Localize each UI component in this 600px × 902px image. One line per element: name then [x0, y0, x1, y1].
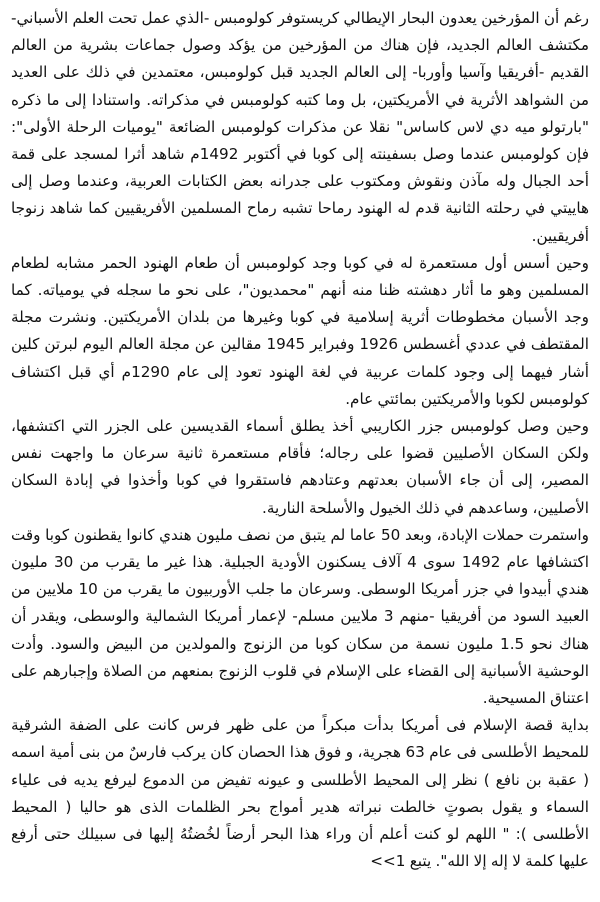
paragraph-colombus-intro: رغم أن المؤرخين يعدون البحار الإيطالي كريستوفر كولومبس -الذي عمل تحت العلم الأسباني- مكتشف العالم الجديد، فإن هناك من المؤرخين من يؤكد وصول جماعات بشرية من العالم القديم -أفريقيا وآسيا وأوربا- إلى العالم الجديد قبل كولومبس، معتمدين في ذلك على العديد من الشواهد الأثرية في الأمريكتين، بل وما كتبه كولومبس في مذكراته. واستنادا إلى ما ذكره "بارتولو ميه دي لاس كاساس" نقلا عن مذكرات كولومبس الضائعة "يوميات الرحلة الأولى": فإن كولومبس عندما وصل بسفينته إلى كوبا في أكتوبر 1492م شاهد أثرا لمسجد على قمة أحد الجبال وله مآذن ونقوش ومكتوب على جدرانه بعض الكتابات العربية، وعندما وصل إلى هاييتي في رحلته الثانية قدم له الهنود رماحا تشبه رماح المسلمين الأفريقيين كما شاهد زنوجا أفريقيين. — [11, 9, 589, 245]
paragraph-extermination-campaigns: واستمرت حملات الإبادة، وبعد 50 عاما لم يتبق من نصف مليون هندي كانوا يقطنون كوبا وقت اكتشافها عام 1492 سوى 4 آلاف يسكنون الأودية الجبلية. هذا غير ما يقرب من 30 مليون هندي أبيدوا في جزر أمريكا الوسطى. وسرعان ما جلب الأوربيون ما يقرب من 10 ملايين من العبيد السود من أفريقيا -منهم 3 ملايين مسلم- لإعمار أمريكا الشمالية والوسطى، ويقدر أن هناك نحو 1.5 مليون نسمة من سكان كوبا من الزنوج والمولدين من البيض والسود. وأدت الوحشية الأسبانية إلى القضاء على الإسلام في قلوب الزنوج بمنعهم من الصلاة وإجبارهم على اعتناق المسيحية. — [11, 525, 590, 708]
paragraph-first-colony: وحين أسس أول مستعمرة له في كوبا وجد كولومبس أن طعام الهنود الحمر مشابه لطعام المسلمين وهو ما أثار دهشته ظنا منه أنهم "محمديون"، على نحو ما سجله في يومياته. كما وجد الأسبان مخطوطات أثرية إسلامية في كوبا وغيرها من بلدان الأمريكتين. ونشرت مجلة المقتطف في عددي أغسطس 1926 وفبراير 1945 مقالين عن مجلة العالم اليوم لبرتن كلين أشار فيهما إلى وجود كلمات عربية في لغة الهنود تعود إلى عام 1290م أي قبل اكتشاف كولومبس لكوبا والأمريكتين بمائتي عام. — [11, 253, 590, 408]
paragraph-uqba-bin-nafi: بداية قصة الإسلام فى أمريكا بدأت مبكراً من على ظهر فرس كانت على الضفة الشرقية للمحيط الأطلسى فى عام 63 هجرية، و فوق هذا الحصان كان يركب فارسٌ من بنى أمية اسمه ( عقبة بن نافع ) نظر إلى المحيط الأطلسى و عيونه تفيض من الدموع ليرفع يديه فى علياء السماء و يقول بصوتٍ خالطت نبراته هدير أمواج بحر الظلمات الذى هو حاليا ( المحيط الأطلسى ): " اللهم لو كنت أعلم أن وراء هذا البحر أرضاً لخُضتُهُ إليها فى سبيلك حتى أرفع عليها كلمة لا إله إلا الله". يتبع 1>> — [11, 716, 590, 871]
paragraph-caribbean-islands: وحين وصل كولومبس جزر الكاريبي أخذ يطلق أسماء القديسين على الجزر التي اكتشفها، ولكن السكان الأصليين قضوا على رجاله؛ فأقام مستعمرة ثانية سرعان ما واجهت نفس المصير، إلى أن جاء الأسبان بعدتهم وعتادهم فاستقروا في كوبا وأخذوا في إبادة السكان الأصليين، وساعدهم في ذلك الخيول والأسلحة النارية. — [11, 417, 589, 517]
